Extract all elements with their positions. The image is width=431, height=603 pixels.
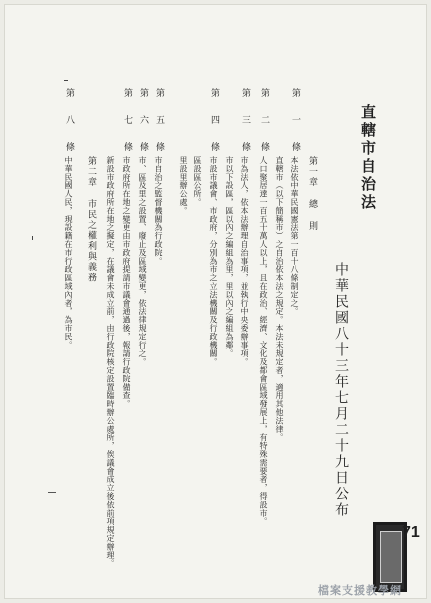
- article-line: 區設區公所。: [193, 156, 202, 207]
- chapter-heading: 第一章 總 則: [307, 156, 317, 232]
- scan-mark: [64, 80, 68, 81]
- document-page: [4, 4, 427, 599]
- article-number: 第 七 條: [122, 88, 132, 155]
- article-line: 中華民國人民，現設籍在市行政區域內者，為市民。: [64, 156, 73, 350]
- scan-mark: [48, 492, 56, 493]
- page-number: 71: [402, 524, 420, 541]
- archive-stamp-inner: [380, 531, 402, 583]
- article-line: 本法依中華民國憲法第一百十八條制定之。: [290, 156, 299, 316]
- article-line: 新設市政府所在地之擬定，在議會未成立前，由行政院核定設置臨時辦公處所，俟議會成立後依前項規定辦理。: [106, 156, 115, 568]
- scan-mark: [32, 236, 33, 240]
- article-number: 第 六 條: [138, 88, 148, 155]
- article-number: 第 三 條: [240, 88, 250, 155]
- article-number: 第 八 條: [64, 88, 74, 155]
- promulgation-date: 中華民國八十三年七月二十九日公布: [333, 262, 349, 518]
- chapter-heading: 第二章 市民之權利與義務: [86, 156, 96, 283]
- document-title: 直轄市自治法: [359, 104, 377, 212]
- article-number: 第 五 條: [154, 88, 164, 155]
- article-line: 里設里辦公處。: [179, 156, 188, 215]
- article-number: 第 一 條: [290, 88, 300, 155]
- article-number: 第 四 條: [209, 88, 219, 155]
- article-line: 市為法人，依本法辦理自治事項，並執行中央委辦事項。: [240, 156, 249, 366]
- article-number: 第 二 條: [259, 88, 269, 155]
- watermark-text: 檔案支援教學網: [318, 584, 402, 597]
- article-line: 市政府所在地之變更由市政府提請市議會通過後，報請行政院備查。: [122, 156, 131, 408]
- article-line: 直轄市（以下簡稱市）之自治依本法之規定。本法未規定者，適用其他法律。: [275, 156, 284, 442]
- article-line: 人口聚居達一百五十萬人以上，且在政治、經濟、文化及都會區域發展上，有特殊需要者，得設市。: [259, 156, 268, 526]
- article-line: 市設市議會、市政府，分別為市之立法機關及行政機關。: [209, 156, 218, 366]
- article-line: 市、區及里之設置、廢止及區域變更，依法律規定行之。: [138, 156, 147, 366]
- article-line: 市以下設區，區以內之編組為里，里以內之編組為鄰。: [225, 156, 234, 358]
- article-line: 市自治之監督機關為行政院。: [154, 156, 163, 266]
